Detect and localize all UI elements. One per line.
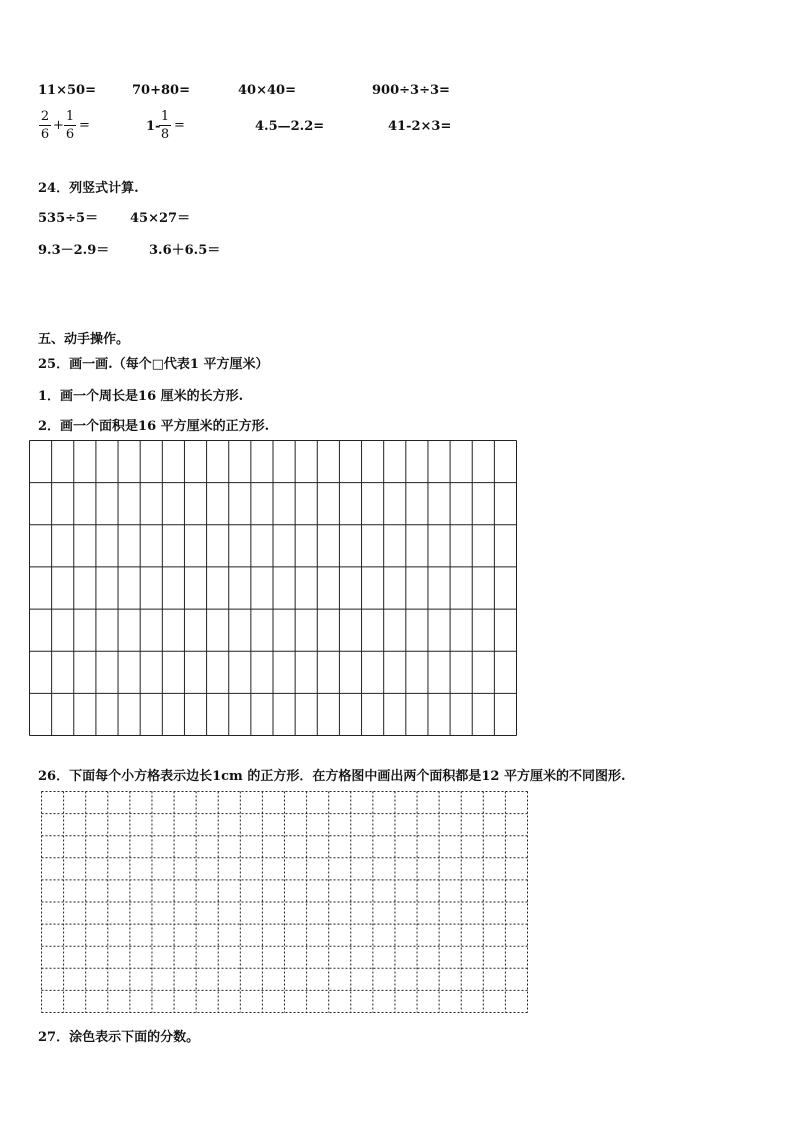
fraction-numerator: 1	[65, 109, 75, 124]
q24-item-3: 9.3－2.9＝	[38, 243, 110, 258]
q24-title: 24．列竖式计算.	[38, 181, 139, 196]
fraction-denominator: 8	[160, 127, 170, 142]
calc-41-minus-2x3: 41-2×3=	[388, 119, 452, 134]
q25-drawing-grid[interactable]	[29, 440, 517, 736]
q24-item-4: 3.6＋6.5＝	[149, 243, 221, 258]
calc-40x40: 40×40=	[238, 83, 296, 98]
calc-11x50: 11×50=	[38, 83, 96, 98]
q27-title: 27．涂色表示下面的分数。	[38, 1030, 200, 1045]
q25-line-1: 1．画一个周长是16 厘米的长方形.	[38, 389, 244, 404]
fraction-denominator: 6	[40, 127, 50, 142]
fraction-bar	[39, 125, 51, 126]
q25-title: 25．画一画.（每个□代表1 平方厘米）	[38, 357, 269, 372]
fraction-numerator: 2	[40, 109, 50, 124]
q24-item-1: 535÷5＝	[38, 211, 99, 226]
fraction-bar	[64, 125, 76, 126]
q26-dotted-grid[interactable]	[41, 791, 528, 1013]
q26-title: 26．下面每个小方格表示边长1cm 的正方形．在方格图中画出两个面积都是12 平方厘米的不同图形.	[38, 769, 626, 784]
fraction-denominator: 6	[65, 127, 75, 142]
fraction-bar	[159, 125, 171, 126]
calc-70plus80: 70+80=	[132, 83, 190, 98]
q24-item-2: 45×27＝	[130, 211, 191, 226]
equals-sign: =	[79, 118, 90, 133]
fraction-1-8	[159, 109, 171, 142]
fraction-1-6	[64, 109, 76, 142]
fraction-numerator: 1	[160, 109, 170, 124]
plus-sign: +	[53, 118, 64, 133]
q25-line-2: 2．画一个面积是16 平方厘米的正方形.	[38, 419, 270, 434]
equals-sign: =	[174, 118, 185, 133]
fraction-2-6	[39, 109, 51, 142]
section-5-heading: 五、动手操作。	[38, 332, 130, 347]
calc-4.5-minus-2.2: 4.5—2.2=	[255, 119, 325, 134]
calc-1-minus-prefix: 1-	[146, 119, 161, 134]
calc-900div3div3: 900÷3÷3=	[372, 83, 450, 98]
